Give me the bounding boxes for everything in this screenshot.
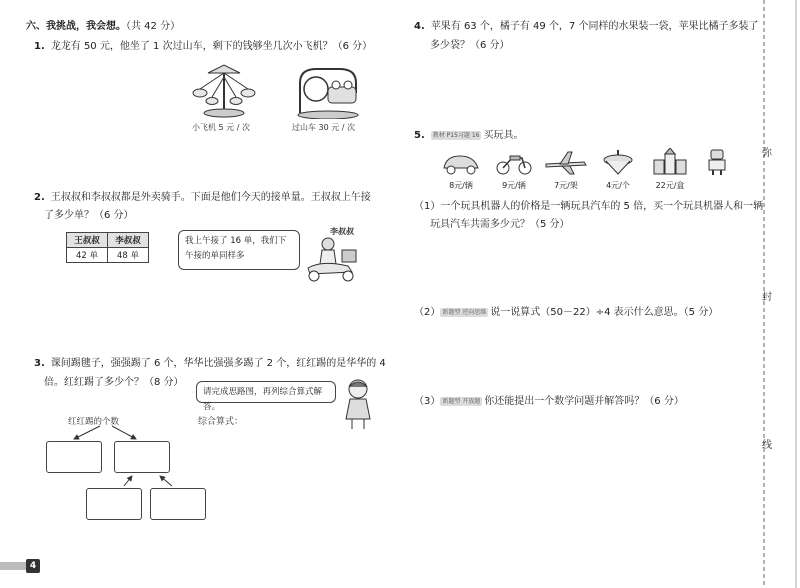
question-4-line1: 苹果有 63 个，橘子有 49 个，7 个同样的水果装一袋，苹果比橘子多装了 — [430, 21, 759, 32]
q5-sub1-line2: 玩具汽车共需多少元？（5 分） — [430, 219, 570, 230]
question-5 — [414, 126, 523, 146]
question-3 — [34, 354, 386, 374]
carousel-ride-illustration — [190, 63, 258, 119]
toy-blocks-icon — [652, 148, 688, 176]
price-top: 4元/个 — [606, 181, 630, 190]
formula-label: 综合算式： — [198, 417, 244, 427]
question-1-text: 龙龙有 50 元，他坐了 1 次过山车，剩下的钱够坐几次小飞机？（6 分） — [50, 41, 373, 52]
diagram-box — [86, 488, 142, 520]
margin-char-envelope: 封 — [762, 292, 772, 303]
section-title-text: 六、我挑战，我会想。 — [26, 21, 126, 32]
margin-char-seal: 弥 — [762, 148, 772, 159]
roller-coaster-illustration — [292, 63, 364, 119]
textbook-tag: 教材 P15习题 16 — [432, 131, 480, 139]
orders-table — [66, 232, 149, 263]
question-5-text: 买玩具。 — [483, 130, 524, 141]
q5-sub2 — [414, 303, 718, 323]
question-1-number: 1. — [34, 41, 45, 52]
question-4-line2: 多少袋？（6 分） — [430, 40, 510, 51]
page-corner-bar — [0, 560, 26, 572]
delivery-rider-illustration — [302, 236, 364, 282]
question-2 — [34, 188, 371, 208]
hint-bubble: 请完成思路图，再列综合算式解答。 — [196, 381, 336, 403]
toy-motorcycle-icon — [494, 150, 534, 176]
question-5-number: 5. — [414, 130, 425, 141]
price-car: 8元/辆 — [449, 181, 473, 190]
section-title — [26, 17, 180, 37]
girl-illustration — [340, 377, 376, 431]
speaker-name: 李叔叔 — [330, 227, 354, 236]
question-2-line1: 王叔叔和李叔叔都是外卖骑手。下面是他们今天的接单量。王叔叔上午接 — [50, 192, 371, 203]
question-2-number: 2. — [34, 192, 45, 203]
margin-char-line: 线 — [762, 440, 772, 451]
coaster-ride-caption: 过山车 30 元 / 次 — [292, 123, 356, 132]
diagram-top-label: 红红踢的个数 — [68, 417, 120, 427]
diagram-arrows — [40, 420, 220, 492]
diagram-box — [150, 488, 206, 520]
toy-top-icon — [600, 148, 636, 176]
table-row — [67, 233, 149, 248]
question-4-number: 4. — [414, 21, 425, 32]
q5-sub2-text: 说一说算式（50－22）÷4 表示什么意思。（5 分） — [490, 307, 719, 318]
table-header-cell: 王叔叔 — [67, 233, 108, 248]
section-points: （共 42 分） — [126, 21, 181, 32]
toy-robot-icon — [704, 148, 730, 176]
price-airplane: 7元/架 — [554, 181, 578, 190]
toy-car-icon — [440, 150, 482, 176]
binding-margin — [752, 0, 800, 588]
question-3-line1: 课间踢毽子，强强踢了 6 个，华华比强强多踢了 2 个，红红踢的是华华的 4 — [50, 358, 386, 369]
question-1 — [34, 37, 372, 57]
table-header-cell: 李叔叔 — [108, 233, 149, 248]
question-3-number: 3. — [34, 358, 45, 369]
plane-ride-caption: 小飞机 5 元 / 次 — [192, 123, 250, 132]
question-3-line2: 倍。红红踢了多少个？（8 分） — [44, 377, 184, 388]
new-type-tag: 新题型 逆向思维 — [442, 308, 487, 316]
table-row — [67, 248, 149, 263]
question-2-line2: 了多少单？（6 分） — [44, 210, 134, 221]
q5-sub3-prefix: （3） — [414, 396, 441, 407]
q5-sub3 — [414, 392, 684, 412]
table-cell: 42 单 — [67, 248, 108, 263]
speech-bubble: 我上午接了 16 单，我们下午接的单同样多 — [178, 230, 300, 270]
open-question-tag: 新题型 开放题 — [442, 397, 481, 405]
page-number: 4 — [26, 559, 40, 573]
q5-sub2-prefix: （2） — [414, 307, 441, 318]
table-cell: 48 单 — [108, 248, 149, 263]
price-blocks: 22元/盒 — [655, 181, 685, 190]
question-4 — [414, 17, 758, 37]
q5-sub3-text: 你还能提出一个数学问题并解答吗？（6 分） — [484, 396, 684, 407]
q5-sub1-line1: （1）一个玩具机器人的价格是一辆玩具汽车的 5 倍，买一个玩具机器人和一辆 — [414, 201, 764, 212]
price-motorcycle: 9元/辆 — [502, 181, 526, 190]
toy-airplane-icon — [544, 150, 588, 176]
